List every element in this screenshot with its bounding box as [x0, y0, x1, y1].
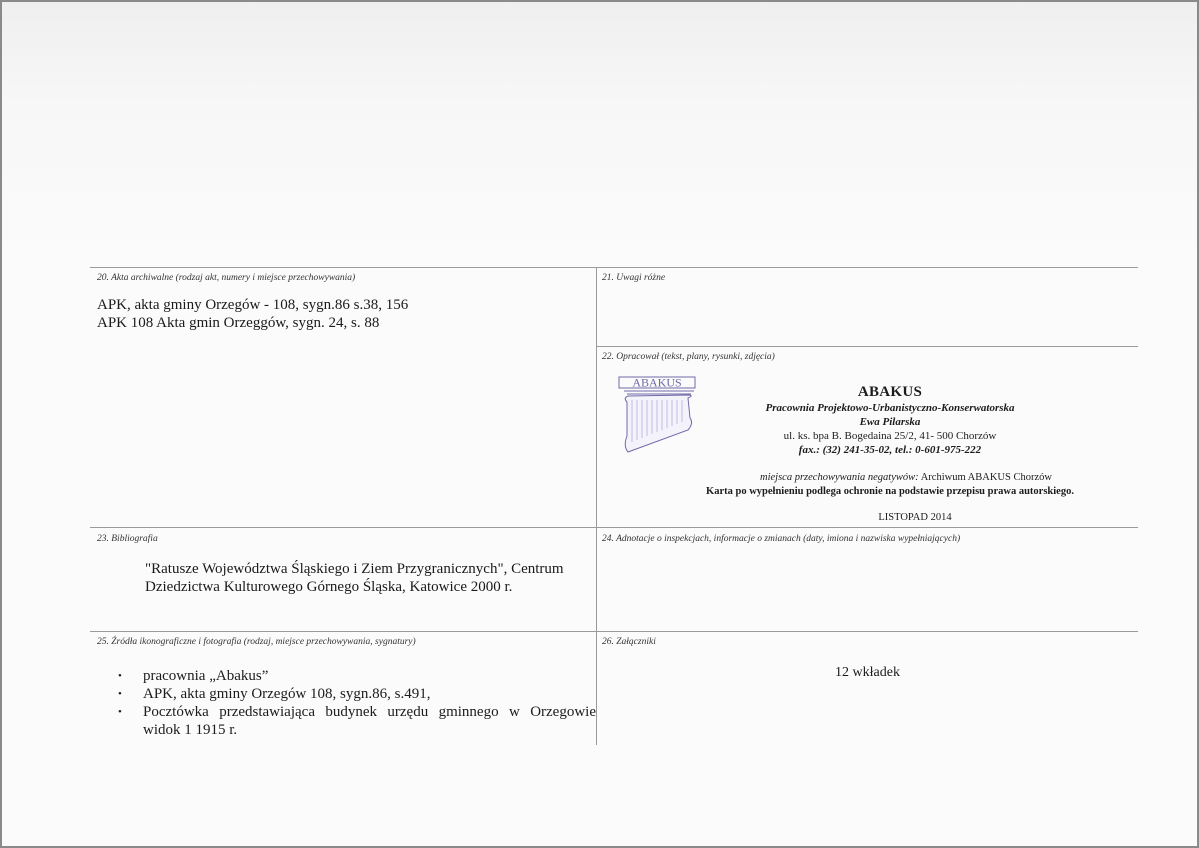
negatives-value: Archiwum ABAKUS Chorzów — [920, 472, 1052, 483]
owner-name: Ewa Pilarska — [859, 416, 921, 428]
section-25-label: 25. Źródła ikonograficzne i fotografia (rodzaj, miejsce przechowywania, sygnatury) — [97, 637, 416, 647]
form-top-rule — [90, 267, 1138, 268]
section-24-label: 24. Adnotacje o inspekcjach, informacje o zmianach (daty, imiona i nazwiska wypełniających) — [602, 534, 961, 544]
abakus-logo-text: ABAKUS — [632, 376, 682, 390]
section-23-label: 23. Bibliografia — [97, 534, 158, 544]
list-item — [118, 703, 596, 739]
list-item-text: pracownia „Abakus” — [143, 668, 269, 684]
list-item-text: APK, akta gminy Orzegów 108, sygn.86, s.491, — [143, 686, 431, 702]
negatives-line — [760, 471, 1052, 485]
section-22-label: 22. Opracował (tekst, plany, rysunki, zdjęcia) — [602, 352, 775, 362]
date-line: LISTOPAD 2014 — [878, 512, 952, 523]
rule-row2 — [90, 527, 1138, 528]
rule-21-22 — [596, 346, 1138, 347]
rule-row3 — [90, 631, 1138, 632]
company-phone: fax.: (32) 241-35-02, tel.: 0-601-975-222 — [798, 444, 982, 456]
iconography-list — [118, 667, 596, 739]
bullet-marker: • — [118, 688, 122, 700]
archive-record-2: APK 108 Akta gmin Orzeggów, sygn. 24, s. 88 — [97, 315, 380, 331]
company-full-name: Pracownia Projektowo-Urbanistyczno-Konserwatorska — [765, 402, 1015, 414]
section-20-label: 20. Akta archiwalne (rodzaj akt, numery i miejsce przechowywania) — [97, 273, 356, 283]
section-21-label: 21. Uwagi różne — [602, 273, 666, 283]
abakus-info — [760, 384, 1020, 457]
section-26-label: 26. Załączniki — [602, 637, 656, 647]
bibliography-text: "Ratusze Województwa Śląskiego i Ziem Przygranicznych", Centrum Dziedzictwa Kulturowego Górnego Śląska, Katowice 2000 r. — [145, 561, 564, 595]
list-item — [118, 685, 596, 703]
bullet-marker: • — [118, 706, 122, 718]
company-address: ul. ks. bpa B. Bogedaina 25/2, 41- 500 Chorzów — [783, 430, 997, 442]
negatives-label: miejsca przechowywania negatywów: — [760, 472, 919, 483]
company-name: ABAKUS — [857, 384, 923, 400]
list-item — [118, 667, 596, 685]
list-item-text: Pocztówka przedstawiająca budynek urzędu gminnego w Orzegowie widok 1 1915 r. — [143, 704, 596, 738]
archive-record-1: APK, akta gminy Orzegów - 108, sygn.86 s.38, 156 — [97, 297, 409, 313]
attachments-count: 12 wkładek — [835, 665, 900, 680]
bullet-marker: • — [118, 670, 122, 682]
abakus-logo — [618, 376, 702, 456]
copyright-notice: Karta po wypełnieniu podlega ochronie na podstawie przepisu prawa autorskiego. — [706, 486, 1074, 497]
column-divider — [596, 267, 597, 745]
